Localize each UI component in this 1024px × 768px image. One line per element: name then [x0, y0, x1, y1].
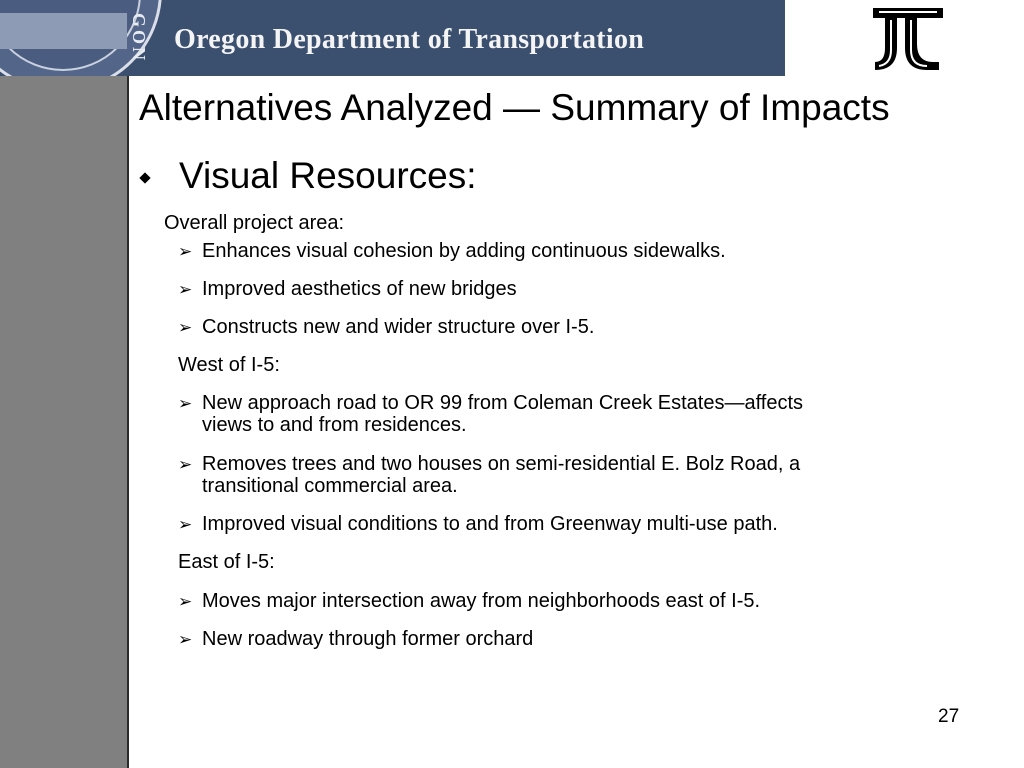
- group-label: East of I-5:: [178, 551, 275, 573]
- arrow-bullet-icon: ➢: [178, 515, 193, 534]
- odot-logo-icon: [869, 4, 947, 72]
- diamond-bullet-icon: [139, 172, 150, 183]
- arrow-bullet-icon: ➢: [178, 592, 193, 611]
- left-sidebar-bar: [0, 76, 129, 768]
- list-item-text: Removes trees and two houses on semi-residential E. Bolz Road, a: [202, 453, 801, 475]
- list-item-continuation: views to and from residences.: [202, 414, 467, 436]
- slide-title: Alternatives Analyzed — Summary of Impacts: [139, 87, 890, 128]
- list-item-continuation: transitional commercial area.: [202, 475, 458, 497]
- group-label: West of I-5:: [178, 354, 280, 376]
- arrow-bullet-icon: ➢: [178, 394, 193, 413]
- list-item-text: Enhances visual cohesion by adding continuous sidewalks.: [202, 240, 726, 262]
- header-banner: [0, 0, 785, 76]
- list-item-text: Improved visual conditions to and from Greenway multi-use path.: [202, 513, 778, 535]
- arrow-bullet-icon: ➢: [178, 318, 193, 337]
- page-number: 27: [938, 706, 960, 727]
- arrow-bullet-icon: ➢: [178, 455, 193, 474]
- arrow-bullet-icon: ➢: [178, 242, 193, 261]
- list-item-text: New approach road to OR 99 from Coleman Creek Estates—affects: [202, 392, 804, 414]
- list-item-text: Constructs new and wider structure over I-5.: [202, 316, 595, 338]
- group-label: Overall project area:: [164, 212, 345, 234]
- list-item-text: New roadway through former orchard: [202, 628, 534, 650]
- list-item-text: Improved aesthetics of new bridges: [202, 278, 517, 300]
- arrow-bullet-icon: ➢: [178, 280, 193, 299]
- section-heading: Visual Resources:: [179, 155, 477, 196]
- list-item-text: Moves major intersection away from neighborhoods east of I-5.: [202, 590, 761, 612]
- arrow-bullet-icon: ➢: [178, 630, 193, 649]
- seal-lettering: GON: [129, 12, 149, 63]
- agency-name: Oregon Department of Transportation: [174, 24, 645, 55]
